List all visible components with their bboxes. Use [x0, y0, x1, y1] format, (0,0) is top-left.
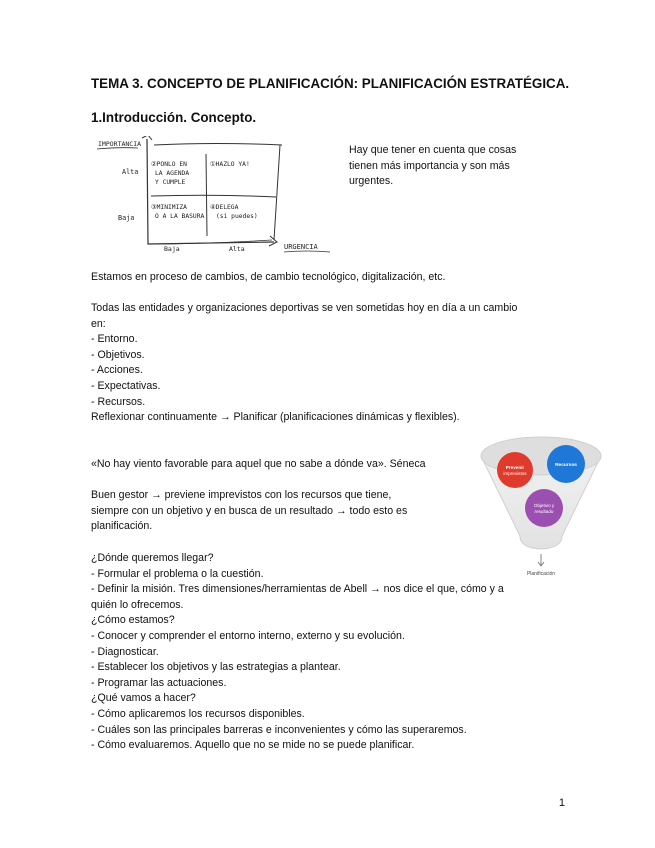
objective-circle: [525, 489, 563, 527]
paragraph-line: en:: [91, 317, 106, 330]
prevent-circle: [497, 452, 533, 488]
question-heading: ¿Dónde queremos llegar?: [91, 552, 214, 564]
paragraph-entities: [91, 301, 517, 426]
quadrant-2-line-2: LA AGENDA: [155, 170, 190, 177]
objective-label-1: Objetivo y: [533, 503, 555, 508]
list-item: - Definir la misión. Tres dimensiones/herramientas de Abell → nos dice el que, cómo y a: [91, 583, 504, 596]
gestor-paragraph: [91, 488, 407, 535]
matrix-note-line: Hay que tener en cuenta que cosas: [349, 144, 517, 156]
paragraph-line: Buen gestor → previene imprevistos con los recursos que tiene,: [91, 489, 392, 501]
paragraph-line: planificación.: [91, 520, 153, 533]
paragraph-change: Estamos en proceso de cambios, de cambio tecnológico, digitalización, etc.: [91, 271, 446, 283]
matrix-note: [349, 143, 516, 190]
list-item: - Programar las actuaciones.: [91, 676, 227, 689]
objective-label-2: resultado: [534, 509, 554, 514]
quadrant-3-line-1: ③MINIMIZA: [151, 204, 187, 211]
x-axis-label: URGENCIA: [284, 243, 318, 251]
list-item: - Establecer los objetivos y las estrategias a plantear.: [91, 661, 341, 674]
list-item: - Cómo evaluaremos. Aquello que no se mide no se puede planificar.: [91, 739, 415, 752]
quadrant-4-line-1: ④DELEGA: [210, 204, 239, 211]
list-item: - Acciones.: [91, 364, 143, 377]
list-item: - Expectativas.: [91, 379, 161, 392]
eisenhower-matrix-sketch: [96, 136, 336, 256]
y-axis-label: IMPORTANCIA: [98, 140, 142, 148]
prevent-label-1: Prevenir: [505, 465, 525, 470]
quadrant-2-line-3: Y CUMPLE: [155, 179, 186, 186]
quadrant-2-line-1: ②PONLO EN: [151, 161, 187, 168]
list-item: quién lo ofrecemos.: [91, 598, 184, 611]
list-item: - Diagnosticar.: [91, 645, 159, 658]
list-item: - Objetivos.: [91, 348, 145, 361]
down-arrow-icon: [538, 554, 544, 566]
matrix-note-line: urgentes.: [349, 175, 394, 188]
list-item: - Cuáles son las principales barreras e inconvenientes y cómo las superaremos.: [91, 723, 467, 736]
questions-section: [91, 551, 504, 754]
col-high-label: Alta: [229, 245, 245, 253]
paragraph-line: Todas las entidades y organizaciones deportivas se ven sometidas hoy en día a un cambio: [91, 302, 518, 314]
prevent-label-2: imprevistos: [503, 471, 527, 476]
matrix-note-line: tienen más importancia y son más: [349, 159, 510, 172]
list-item: - Cómo aplicaremos los recursos disponibles.: [91, 707, 305, 720]
seneca-quote: «No hay viento favorable para aquel que no sabe a dónde va». Séneca: [91, 458, 426, 470]
section-heading: 1.Introducción. Concepto.: [91, 110, 257, 125]
question-heading: ¿Cómo estamos?: [91, 614, 175, 627]
resources-label: Recursos: [555, 463, 577, 468]
page-number: 1: [558, 797, 565, 809]
list-item: - Entorno.: [91, 333, 138, 346]
quadrant-1-text: ①HAZLO YA!: [210, 161, 250, 168]
quadrant-3-line-2: O A LA BASURA: [155, 213, 205, 220]
list-item: - Formular el problema o la cuestión.: [91, 567, 264, 580]
matrix-axes: [147, 139, 274, 244]
row-high-label: Alta: [122, 168, 139, 176]
planning-output-label: Planificación: [526, 571, 556, 577]
list-item: - Recursos.: [91, 395, 146, 408]
page-title: TEMA 3. CONCEPTO DE PLANIFICACIÓN: PLANIFICACIÓN ESTRATÉGICA.: [91, 76, 570, 91]
reflect-line: Reflexionar continuamente → Planificar (planificaciones dinámicas y flexibles).: [91, 411, 460, 424]
list-item: - Conocer y comprender el entorno interno, externo y su evolución.: [91, 629, 405, 642]
question-heading: ¿Qué vamos a hacer?: [91, 692, 196, 705]
row-low-label: Baja: [118, 214, 135, 222]
paragraph-line: siempre con un objetivo y en busca de un resultado → todo esto es: [91, 504, 408, 517]
quadrant-4-line-2: (si puedes): [216, 213, 258, 220]
col-low-label: Baja: [164, 245, 180, 253]
